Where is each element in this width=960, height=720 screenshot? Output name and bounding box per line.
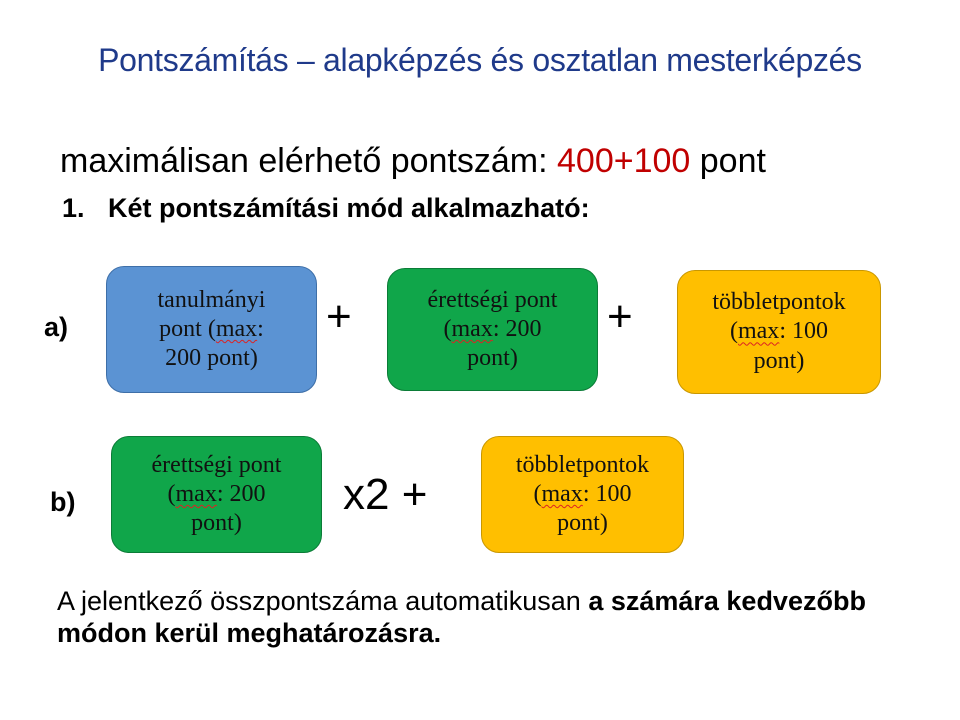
box-line: pont)	[191, 510, 242, 537]
box-extra-points	[677, 270, 881, 394]
box-line: érettségi pont	[151, 451, 282, 478]
box-line: (max: 100	[533, 480, 632, 507]
conclusion-text	[57, 585, 917, 650]
box-matura-points-b	[111, 436, 322, 553]
box-matura-points	[387, 268, 598, 391]
list-item-1	[62, 193, 590, 224]
row-a-label: a)	[44, 312, 69, 342]
conclusion-normal: A jelentkező összpontszáma automatikusan	[57, 586, 589, 616]
list-item-text: Két pontszámítási mód alkalmazható:	[108, 193, 590, 223]
conclusion-bold: a számára kedvezőbb módon kerül meghatározásra.	[57, 586, 866, 649]
box-line: (max: 200	[443, 315, 542, 342]
multiply-plus-operator: x2 +	[343, 470, 428, 519]
row-b-label: b)	[50, 487, 76, 517]
list-item-number: 1.	[62, 193, 85, 223]
box-line: (max: 100	[729, 318, 828, 345]
max-points-value: 400+100	[557, 142, 691, 180]
page-title: Pontszámítás – alapképzés és osztatlan mesterképzés	[98, 42, 862, 78]
max-points-label: maximálisan elérhető pontszám:	[60, 142, 558, 180]
box-line: többletpontok	[515, 451, 650, 478]
box-line: 200 pont)	[165, 345, 258, 372]
box-line: pont)	[467, 345, 518, 372]
plus-operator: +	[607, 292, 633, 341]
box-line: pont (max:	[159, 315, 264, 342]
box-line: pont)	[753, 347, 805, 374]
box-study-points	[106, 266, 317, 393]
max-points-unit: pont	[690, 142, 766, 180]
max-points-line	[60, 142, 766, 181]
box-line: érettségi pont	[427, 286, 558, 313]
plus-operator: +	[326, 292, 352, 341]
box-extra-points-b	[481, 436, 684, 553]
box-line: többletpontok	[712, 289, 846, 316]
box-line: tanulmányi	[157, 286, 266, 313]
box-line: pont)	[557, 510, 608, 537]
box-line: (max: 200	[167, 480, 266, 507]
